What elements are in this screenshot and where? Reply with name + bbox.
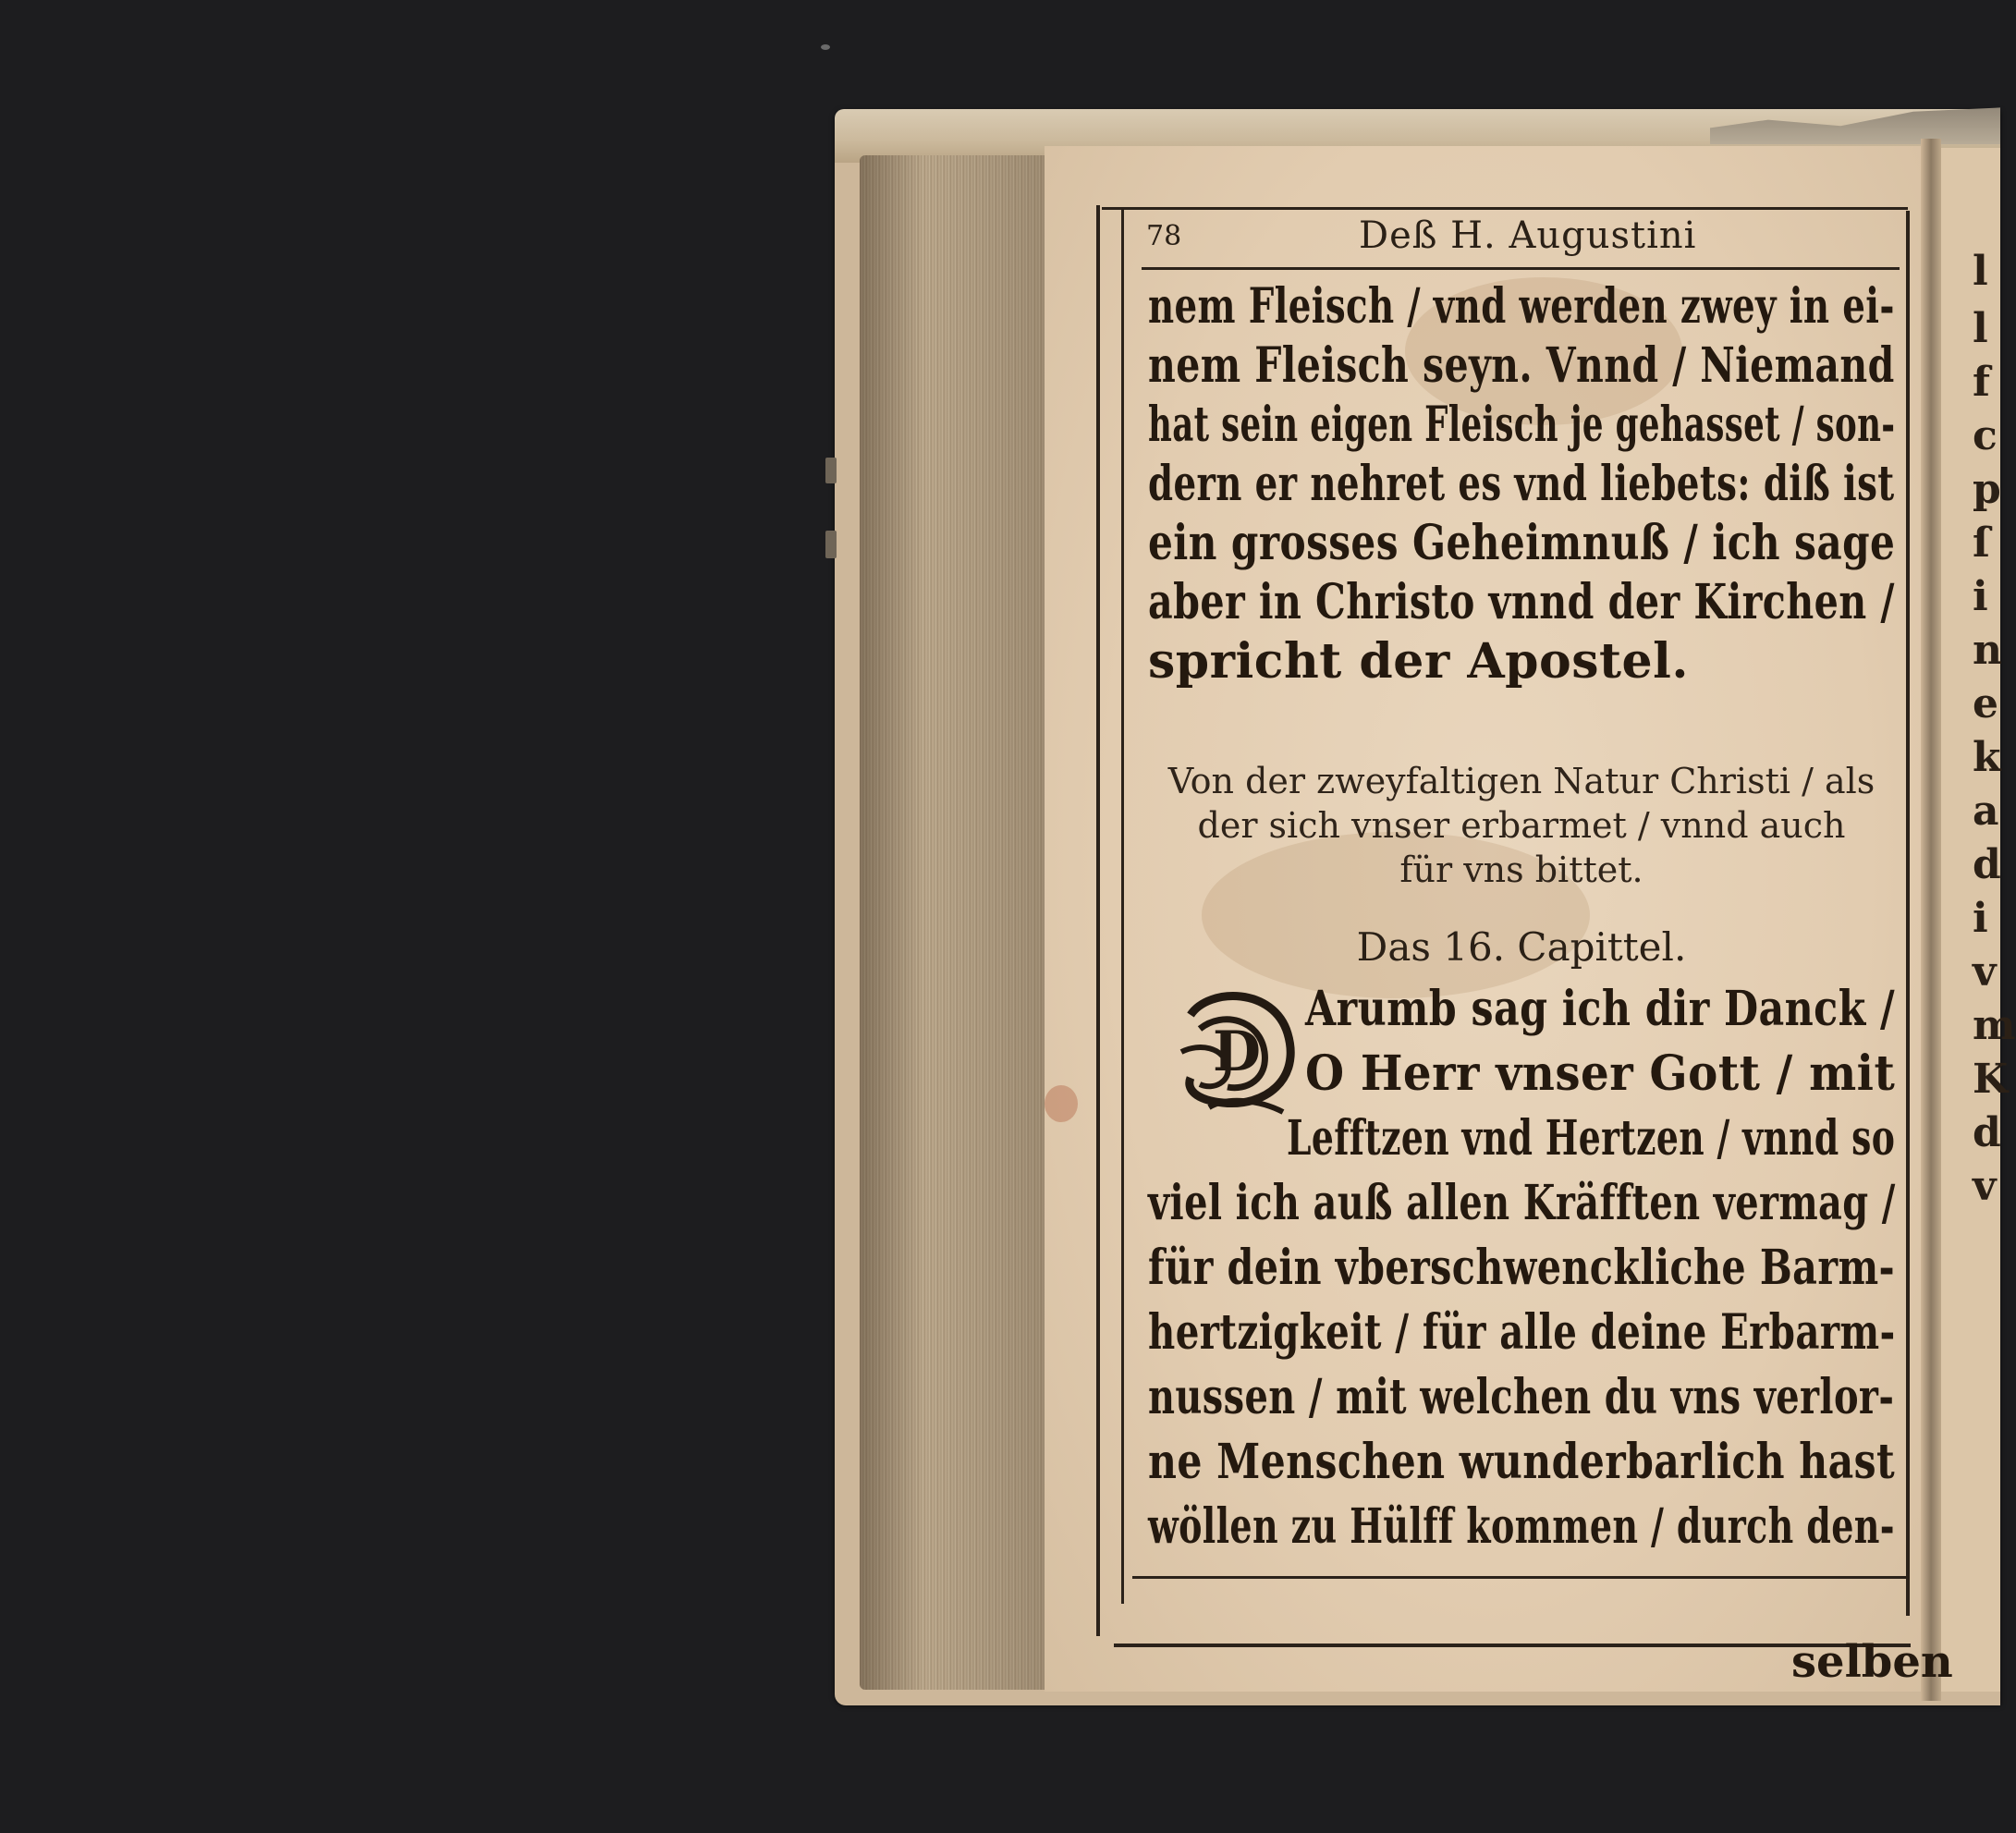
body-line: nem Fleisch seyn. Vnnd / Niemand [1148, 337, 1895, 394]
body-line: viel ich auß allen Kräfften vermag / [1148, 1175, 1896, 1231]
chapter-heading-line: der sich vnser erbarmet / vnnd auch [1197, 805, 1846, 846]
facing-page-letter: m [1973, 1002, 2016, 1049]
scan-dust-mark [821, 44, 830, 50]
facing-page-letter: i [1973, 573, 1988, 620]
frame-rule-left-inner [1121, 208, 1124, 1604]
foot-rule [1132, 1576, 1909, 1579]
facing-page-letter: i [1973, 895, 1988, 942]
facing-page-letter: d [1973, 1109, 2001, 1156]
body-line: dern er nehret es vnd liebets: diß ist [1148, 456, 1895, 512]
facing-page-letter: e [1973, 680, 1998, 727]
facing-page-letter: a [1973, 788, 1999, 835]
chapter-label: Das 16. Capittel. [1356, 924, 1687, 970]
body-line: O Herr vnser Gott / mit [1305, 1045, 1896, 1102]
facing-page-letter: p [1973, 466, 2001, 513]
facing-page [1941, 148, 2000, 1692]
body-text-chapter [1148, 982, 1895, 1564]
frame-rule-top [1102, 207, 1908, 210]
facing-page-letter: v [1973, 1163, 1997, 1210]
frame-rule-left-outer [1096, 205, 1100, 1636]
body-line: hertzigkeit / für alle deine Erbarm- [1148, 1304, 1896, 1361]
head-rule [1142, 267, 1900, 270]
frame-rule-right [1906, 211, 1910, 1616]
body-line: nussen / mit welchen du vns verlor- [1148, 1369, 1895, 1425]
chapter-heading-line: Von der zweyfaltigen Natur Christi / als [1167, 761, 1875, 801]
book-gutter [1921, 139, 1941, 1701]
facing-page-letter: l [1973, 305, 1988, 352]
facing-page-letter: c [1973, 412, 1998, 459]
running-head [1146, 214, 1904, 263]
facing-page-letter: l [1973, 248, 1988, 295]
body-text-top [1148, 279, 1895, 704]
facing-page-letter: ſ [1973, 519, 1990, 567]
page-stain [1045, 1085, 1078, 1122]
clasp-pin-upper [825, 458, 837, 483]
running-head-title: Deß H. Augustini [1359, 214, 1697, 257]
body-line: hat sein eigen Fleisch je gehasset / son- [1148, 397, 1896, 453]
facing-page-letter: v [1973, 948, 1997, 996]
chapter-label-block [1148, 924, 1895, 972]
chapter-heading [1148, 760, 1895, 898]
body-line: aber in Christo vnnd der Kirchen / [1148, 574, 1895, 630]
facing-page-letter: d [1973, 841, 2001, 888]
catchword: selben [1791, 1636, 1953, 1688]
facing-page-letter: K [1973, 1056, 2009, 1103]
facing-page-letter: n [1973, 627, 2002, 674]
body-line: ne Menschen wunderbarlich hast [1148, 1434, 1896, 1490]
body-line: für dein vberschwenckliche Barm- [1148, 1240, 1896, 1296]
facing-page-letter: f [1973, 359, 1990, 406]
facing-page-letter: k [1973, 734, 2001, 781]
chapter-heading-line: für vns bittet. [1399, 849, 1643, 890]
clasp-pin-lower [825, 531, 837, 558]
body-line: Lefftzen vnd Hertzen / vnnd so [1287, 1110, 1896, 1167]
body-line: spricht der Apostel. [1148, 633, 1689, 690]
page-number: 78 [1146, 220, 1182, 252]
body-line: wöllen zu Hülff kommen / durch den- [1148, 1498, 1895, 1555]
body-line: Arumb sag ich dir Danck / [1305, 981, 1896, 1037]
page-fore-edge-shade [860, 155, 1045, 1690]
body-line: nem Fleisch / vnd werden zwey in ei- [1148, 278, 1895, 335]
body-line: ein grosses Geheimnuß / ich sage [1148, 515, 1896, 571]
initial-letter-glyph: D [1212, 1020, 1262, 1084]
